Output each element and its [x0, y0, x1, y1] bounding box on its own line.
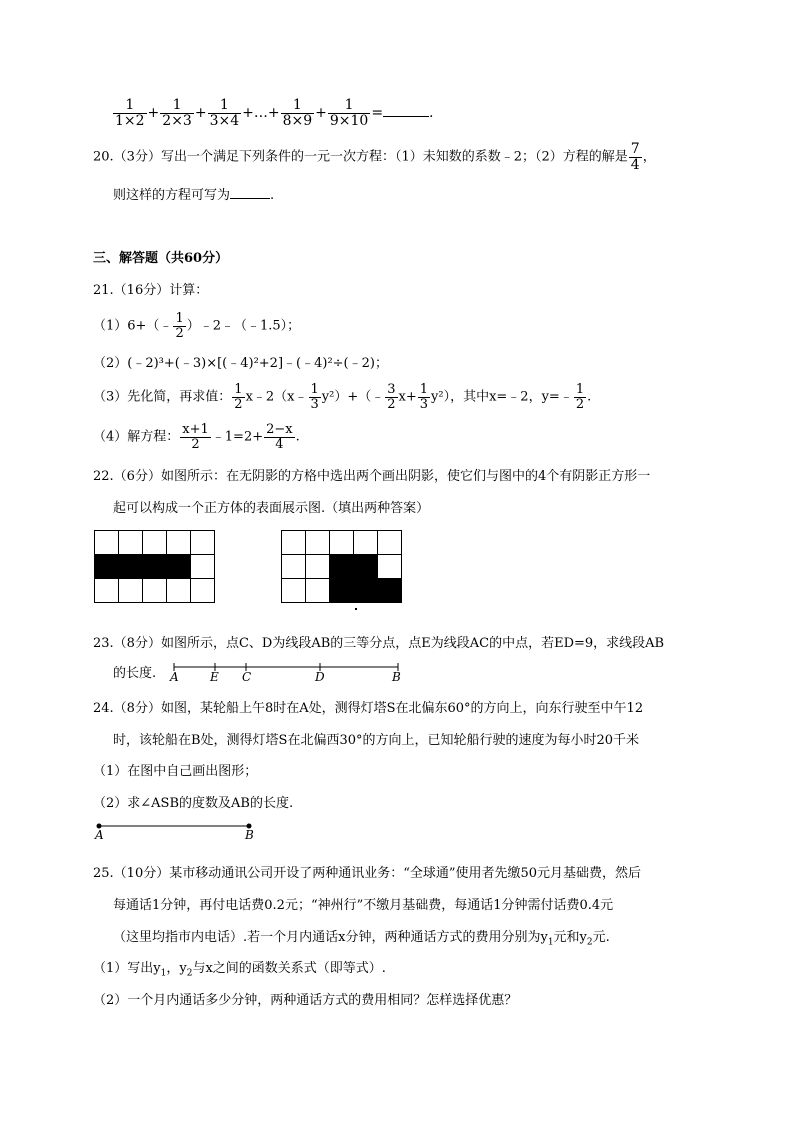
section-title: 三、解答题（共60分） [93, 251, 229, 266]
blank-square[interactable] [95, 579, 119, 603]
blank-square[interactable] [119, 531, 143, 555]
question-25-line3: （这里均指市内电话）.若一个月内通话x分钟，两种通话方式的费用分别为$y_1$元和$y_2$元. [113, 930, 610, 948]
blank-square[interactable] [143, 531, 167, 555]
answer-blank[interactable] [383, 104, 429, 117]
fraction: $\frac{1}{2}$ [175, 311, 184, 341]
shaded-square[interactable] [378, 579, 402, 603]
shaded-square[interactable] [95, 555, 119, 579]
question-25-sub2: （2）一个月内通话多少分钟，两种通话方式的费用相同？怎样选择优惠？ [93, 993, 518, 1008]
point-label: C [242, 670, 252, 684]
point-label: B [392, 670, 401, 684]
fraction: $\frac{1}{3}$ [310, 382, 319, 412]
blank-square[interactable] [167, 531, 191, 555]
question-24-line1: 24.（8分）如图，某轮船上午8时在A处，测得灯塔S在北偏东60°的方向上，向东行驶至中午12 [93, 701, 644, 716]
question-25-sub1: （1）写出$y_1$，$y_2$与x之间的函数关系式（即等式）. [93, 961, 386, 979]
point-label: A [95, 828, 104, 842]
blank-square[interactable] [95, 531, 119, 555]
blank-square[interactable] [378, 531, 402, 555]
blank-square[interactable] [282, 555, 306, 579]
question-24-line2: 时，该轮船在B处，测得灯塔S在北偏西30°的方向上，已知轮船行驶的速度为每小时20千米 [113, 733, 640, 748]
blank-square[interactable] [378, 555, 402, 579]
dot-mark [355, 608, 357, 610]
point-label: E [210, 670, 219, 684]
blank-square[interactable] [191, 579, 215, 603]
fraction: $\frac{1}{2}$ [234, 382, 243, 412]
fraction: $\frac{1}{9\times 10}$ [329, 97, 369, 129]
question-20-line2: 则这样的方程可写为 . [113, 188, 275, 203]
question-21-part1: （1）6+（﹣ $\frac{1}{2}$ ）﹣2﹣（﹣1.5）； [93, 311, 301, 341]
blank-square[interactable] [191, 555, 215, 579]
blank-square[interactable] [306, 531, 330, 555]
shaded-square[interactable] [330, 555, 354, 579]
answer-blank[interactable] [230, 186, 270, 199]
blank-square[interactable] [167, 579, 191, 603]
question-25-line2: 每通话1分钟，再付电话费0.2元；“神州行”不缴月基础费，每通话1分钟需付话费0.4元 [113, 898, 614, 913]
cube-net-grid-2[interactable] [281, 530, 402, 603]
question-22-line2: 起可以构成一个正方体的表面展示图.（填出两种答案） [113, 501, 430, 516]
blank-square[interactable] [282, 531, 306, 555]
question-21-header: 21.（16分）计算： [93, 283, 209, 298]
shaded-square[interactable] [143, 555, 167, 579]
blank-square[interactable] [330, 531, 354, 555]
blank-square[interactable] [143, 579, 167, 603]
fraction: $\frac{1}{2\times 3}$ [162, 97, 192, 129]
series-sum: $\frac{1}{1\times 2}$ + $\frac{1}{2\times 3}$ + $\frac{1}{3\times 4}$ +…+ $\frac{1}{8\times 9}$ + $\frac{1}{9\times 10}$ = . [115, 97, 434, 129]
point-label: D [315, 670, 325, 684]
question-23-line1: 23.（8分）如图所示，点C、D为线段AB的三等分点，点E为线段AC的中点，若ED=9，求线段AB [93, 636, 665, 651]
fraction: $\frac{1}{1\times 2}$ [115, 97, 145, 129]
fraction: $\frac{1}{2}$ [575, 382, 585, 412]
segment-ab-diagram [170, 661, 410, 675]
question-21-part4: （4）解方程： $\frac{x+1}{2}$ ﹣1=2+ $\frac{2-x}{4}$ . [93, 422, 300, 452]
point-label: B [245, 828, 254, 842]
question-21-part3: （3）先化简，再求值： $\frac{1}{2}$ x﹣2（x﹣ $\frac{1}{3}$ y²）+（﹣ $\frac{3}{2}$ x+ $\frac{1}{3}$ y²），其中x=﹣2，y=﹣ $\frac{1}{2}$ . [93, 382, 592, 412]
fraction: $\frac{1}{3}$ [419, 382, 429, 412]
fraction: $\frac{x+1}{2}$ [182, 422, 209, 452]
question-21-part2: （2）(﹣2)³+(﹣3)×[(﹣4)²+2]﹣(﹣4)²÷(﹣2)； [93, 356, 388, 371]
fraction: $\frac{1}{3\times 4}$ [209, 97, 240, 129]
question-22-line1: 22.（6分）如图所示：在无阴影的方格中选出两个画出阴影，使它们与图中的4个有阴影正方形一 [93, 469, 651, 484]
blank-square[interactable] [282, 579, 306, 603]
fraction: $\frac{1}{8\times 9}$ [282, 97, 313, 129]
shaded-square[interactable] [330, 579, 354, 603]
shaded-square[interactable] [354, 555, 378, 579]
blank-square[interactable] [306, 555, 330, 579]
fraction: $\frac{3}{2}$ [387, 382, 396, 412]
blank-square[interactable] [119, 579, 143, 603]
question-25-line1: 25.（10分）某市移动通讯公司开设了两种通讯业务：“全球通”使用者先缴50元月基础费，然后 [93, 866, 642, 881]
point-label: A [170, 670, 179, 684]
segment-ab-ship [95, 821, 265, 831]
blank-square[interactable] [191, 531, 215, 555]
fraction: $\frac{7}{4}$ [630, 141, 640, 173]
fraction: $\frac{2-x}{4}$ [266, 422, 293, 452]
shaded-square[interactable] [354, 579, 378, 603]
blank-square[interactable] [306, 579, 330, 603]
question-24-sub1: （1）在图中自己画出图形； [93, 764, 258, 779]
blank-square[interactable] [354, 531, 378, 555]
question-24-sub2: （2）求∠ASB的度数及AB的长度. [93, 796, 294, 811]
shaded-square[interactable] [119, 555, 143, 579]
question-20-line1: 20.（3分）写出一个满足下列条件的一元一次方程：（1）未知数的系数﹣2；（2）方程的解是 $\frac{7}{4}$ ， [93, 141, 656, 173]
cube-net-grid-1[interactable] [94, 530, 215, 603]
shaded-square[interactable] [167, 555, 191, 579]
question-23-line2: 的长度. [113, 666, 157, 681]
